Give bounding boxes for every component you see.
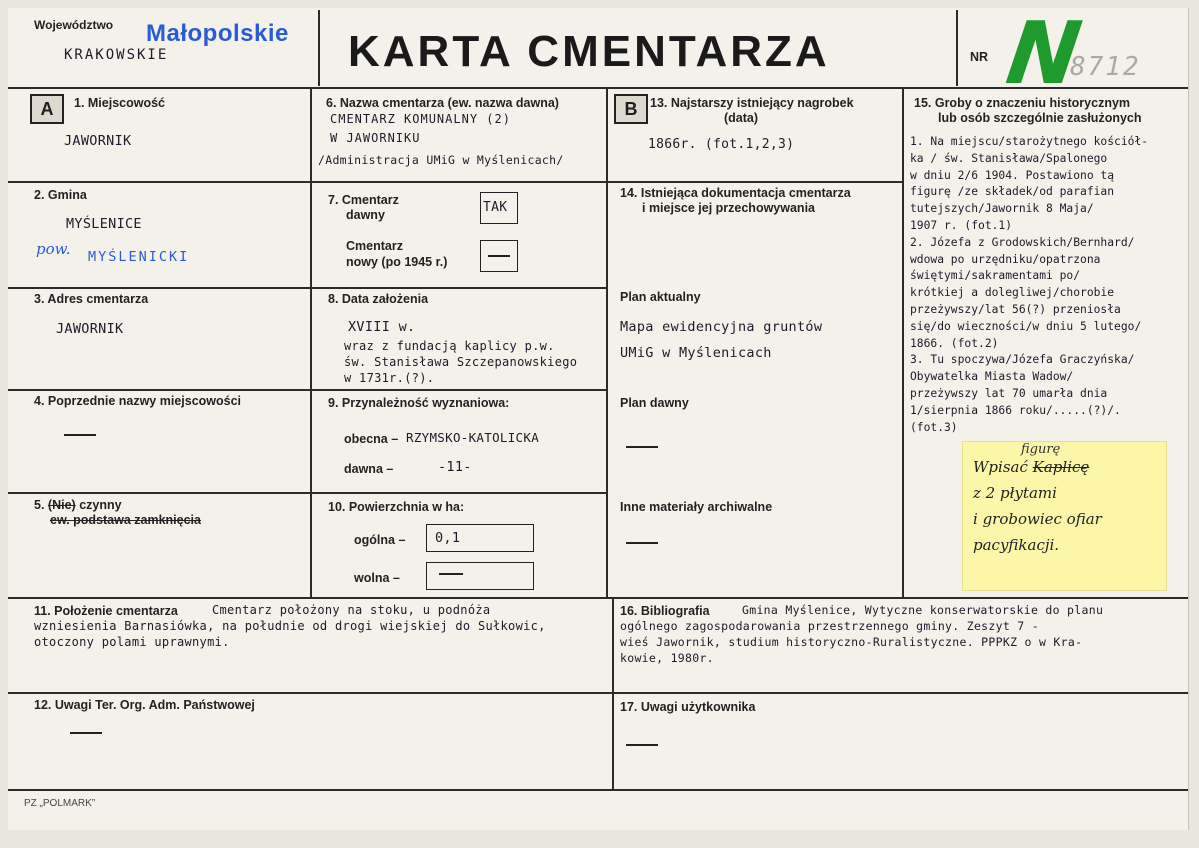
nr-label: NR: [970, 50, 989, 64]
field-13-label: 13. Najstarszy istniejący nagrobek: [650, 96, 854, 110]
field-15-label-2: lub osób szczególnie zasłużonych: [938, 111, 1142, 125]
field-16-line3: wieś Jawornik, studium historyczno-Ruralistyczne. PPPKZ o w Kra-: [620, 635, 1083, 649]
field-4-label: 4. Poprzednie nazwy miejscowości: [34, 394, 242, 408]
field-15-line: (fot.3): [910, 420, 958, 434]
field-17-label: 17. Uwagi użytkownika: [620, 700, 756, 714]
field-9-former-value: -11-: [438, 459, 472, 475]
sticky-note-line1: Wpisać Kaplicę: [973, 458, 1090, 476]
field-14-label-2: i miejsce jej przechowywania: [642, 201, 815, 215]
field-4-empty-dash: [64, 434, 96, 436]
field-15-line: 1. Na miejscu/starożytnego kościół-: [910, 135, 1149, 148]
field-14-label: 14. Istniejąca dokumentacja cmentarza: [620, 186, 851, 200]
cemetery-card: [8, 4, 1189, 830]
field-16-line2: ogólnego zagospodarowania przestrzennego gminy. Zeszyt 7 -: [620, 619, 1039, 633]
printer-imprint: PZ „POLMARK”: [24, 798, 96, 809]
field-10-total-box: [426, 524, 534, 552]
field-15-line: 3. Tu spoczywa/Józefa Graczyńska/: [910, 353, 1135, 367]
field-2-value: MYŚLENICE: [66, 216, 142, 232]
other-materials-label: Inne materiały archiwalne: [620, 500, 773, 514]
field-1-value: JAWORNIK: [64, 133, 132, 149]
field-16-line1: Gmina Myślenice, Wytyczne konserwatorskie do planu: [742, 603, 1104, 617]
field-3-value: JAWORNIK: [56, 321, 124, 337]
field-5-label: 5. (Nie) czynny: [34, 498, 122, 512]
sticky-note: [963, 442, 1166, 590]
field-6-label: 6. Nazwa cmentarza (ew. nazwa dawna): [326, 96, 559, 110]
voivodeship-label: Województwo: [34, 18, 114, 32]
field-15-line: się/do wieczności/w dniu 5 lutego/: [910, 319, 1142, 333]
sticky-note-line2: z 2 płytami: [973, 484, 1057, 502]
field-10-total-value: 0,1: [435, 530, 461, 546]
field-15-line: tutejszych/Jawornik 8 Maja/: [910, 202, 1094, 216]
field-13-label-2: (data): [724, 111, 759, 125]
field-15-line: 2. Józefa z Grodowskich/Bernhard/: [910, 235, 1135, 249]
field-12-label: 12. Uwagi Ter. Org. Adm. Państwowej: [34, 698, 255, 712]
other-materials-empty-dash: [626, 542, 658, 544]
field-8-line1: XVIII w.: [348, 319, 416, 335]
voivodeship-stamp: Małopolskie: [146, 20, 289, 47]
field-11-line3: otoczony polami uprawnymi.: [34, 635, 230, 649]
field-9-current-value: RZYMSKO-KATOLICKA: [406, 430, 540, 445]
plan-old-empty-dash: [626, 446, 658, 448]
field-16-label: 16. Bibliografia: [620, 604, 710, 618]
field-10-total-label: ogólna –: [354, 533, 406, 547]
field-6-line3: /Administracja UMiG w Myślenicach/: [318, 153, 564, 167]
field-10-label: 10. Powierzchnia w ha:: [328, 500, 465, 514]
field-6-line2: W JAWORNIKU: [330, 131, 421, 145]
field-11-line1: Cmentarz położony na stoku, u podnóża: [212, 603, 491, 617]
field-7b-label: Cmentarz: [346, 239, 403, 253]
field-16-line4: kowie, 1980r.: [620, 651, 714, 665]
sticky-note-insert: figurę: [1021, 442, 1061, 457]
field-7-label: 7. Cmentarz: [328, 193, 399, 207]
plan-old-label: Plan dawny: [620, 396, 689, 410]
field-15-line: świętymi/sakramentami po/: [910, 269, 1081, 283]
field-15-line: 1907 r. (fot.1): [910, 219, 1013, 232]
field-7-old-checkbox: [480, 192, 518, 224]
plan-current-line2: UMiG w Myślenicach: [620, 345, 772, 361]
field-1-label: 1. Miejscowość: [74, 96, 166, 110]
field-9-former-label: dawna –: [344, 462, 394, 476]
plan-current-label: Plan aktualny: [620, 290, 701, 304]
field-17-empty-dash: [626, 744, 658, 746]
field-15-line: w dniu 2/6 1904. Postawiono tą: [910, 168, 1115, 182]
field-7b-empty-dash: [488, 255, 510, 257]
section-a-badge: A: [30, 94, 64, 124]
sticky-note-line3: i grobowiec ofiar: [973, 510, 1102, 528]
nr-value: 8712: [1070, 52, 1141, 82]
field-13-value: 1866r. (fot.1,2,3): [648, 137, 795, 152]
field-2-pow-prefix: pow.: [36, 240, 71, 258]
field-10-free-label: wolna –: [354, 571, 400, 585]
field-10-free-empty-dash: [439, 573, 463, 575]
old-voivodeship-value: KRAKOWSKIE: [64, 47, 169, 63]
field-12-empty-dash: [70, 732, 102, 734]
field-15-label: 15. Groby o znaczeniu historycznym: [914, 96, 1131, 110]
field-11-line2: wzniesienia Barnasiówka, na południe od drogi wiejskiej do Sułkowic,: [34, 619, 546, 633]
field-6-line1: CMENTARZ KOMUNALNY (2): [330, 112, 511, 126]
field-15-line: Obywatelka Miasta Wadow/: [910, 370, 1074, 384]
field-8-line4: w 1731r.(?).: [344, 371, 435, 385]
field-15-line: figurę /ze składek/od parafian: [910, 185, 1115, 199]
field-9-label: 9. Przynależność wyznaniowa:: [328, 396, 510, 410]
field-15-line: ka / św. Stanisława/Spalonego: [910, 151, 1108, 165]
field-11-label: 11. Położenie cmentarza: [34, 604, 178, 618]
nr-letter: N: [1000, 4, 1088, 104]
field-9-current-label: obecna –: [344, 432, 399, 446]
field-10-free-box: [426, 562, 534, 590]
sticky-note-line4: pacyfikacji.: [973, 536, 1060, 554]
field-8-line3: św. Stanisława Szczepanowskiego: [344, 355, 578, 369]
field-15-line: 1866. (fot.2): [910, 336, 999, 350]
field-15-line: wdowa po urzędniku/opatrzona: [910, 252, 1101, 266]
field-5-line2: ew. podstawa zamknięcia: [50, 513, 201, 527]
field-2-pow-value: MYŚLENICKI: [88, 249, 190, 265]
field-15-line: przeżywszy lat 70 umarła dnia: [910, 387, 1108, 400]
field-7b-new-checkbox: [480, 240, 518, 272]
field-7b-label-2: nowy (po 1945 r.): [346, 255, 448, 269]
field-15-line: krótkiej a dolegliwej/chorobie: [910, 286, 1115, 300]
card-title: KARTA CMENTARZA: [348, 27, 830, 76]
plan-current-line1: Mapa ewidencyjna gruntów: [620, 319, 823, 335]
section-b-badge: B: [614, 94, 648, 124]
field-15-line: 1/sierpnia 1866 roku/.....(?)/.: [910, 403, 1121, 417]
field-3-label: 3. Adres cmentarza: [34, 292, 149, 306]
field-7-label-2: dawny: [346, 208, 385, 222]
field-8-label: 8. Data założenia: [328, 292, 429, 306]
field-2-label: 2. Gmina: [34, 188, 87, 202]
field-7-value: TAK: [483, 200, 508, 215]
field-8-line2: wraz z fundacją kaplicy p.w.: [344, 339, 555, 353]
field-15-line: przeżywszy/lat 56(?) przeniosła: [910, 303, 1121, 316]
